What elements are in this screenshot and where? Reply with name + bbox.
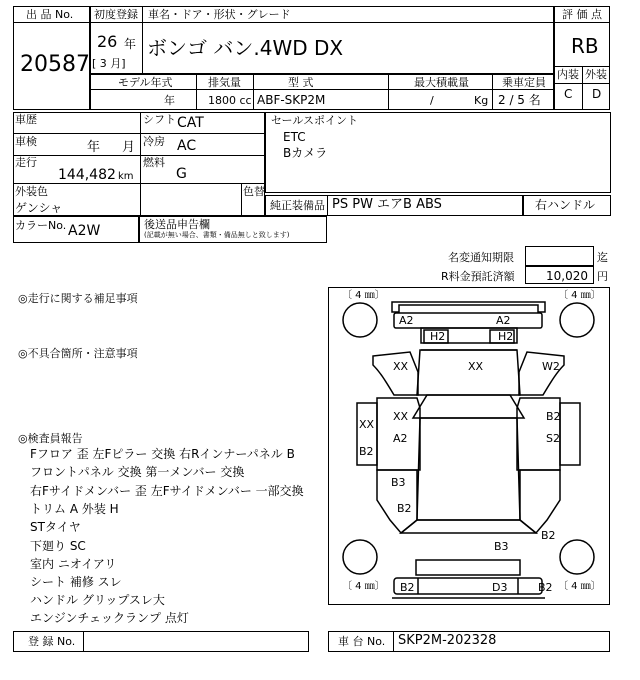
inspector-line-1: Fフロア 歪 左Fピラー 交換 右Rインナーパネル B [30, 447, 295, 461]
model-year-label: モデル年式 [118, 76, 173, 89]
rear-bumper [394, 578, 542, 594]
inspection-label: 車検 [15, 135, 37, 148]
defects-label: ◎不具合箇所・注意事項 [18, 347, 138, 360]
mark-rear-right-b2: B2 [541, 529, 556, 542]
tire-depth-rr: 〔 4 ㎜〕 [558, 581, 601, 592]
first-reg-label: 初度登録 [94, 8, 138, 21]
mark-bumper-b2-right: B2 [538, 581, 553, 594]
chassis-label: 車 台 No. [338, 635, 386, 648]
inspection-year-unit: 年 [87, 140, 101, 155]
inspector-line-8: シート 補修 スレ [30, 575, 122, 589]
inspector-label: ◎検査員報告 [18, 432, 83, 445]
inspector-line-10: エンジンチェックランプ 点灯 [30, 611, 189, 625]
genuine-label: 純正装備品 [270, 199, 325, 212]
exterior-grade: D [592, 87, 602, 101]
mark-door-left-a2: A2 [393, 432, 408, 445]
steering: 右ハンドル [535, 198, 596, 212]
shift-value: CAT [177, 115, 204, 131]
interior-label: 内装 [557, 68, 579, 81]
wheel-front-left [343, 303, 377, 337]
chassis-no: SKP2M-202328 [398, 633, 497, 648]
rear-window [401, 520, 536, 533]
year-unit: 年 [124, 37, 137, 51]
wheel-front-right [560, 303, 594, 337]
recycle-label: R料金預託済額 [441, 270, 515, 283]
mark-bumper-b2-left: B2 [400, 581, 415, 594]
max-load-unit: Kg [474, 94, 489, 107]
history-label: 車歴 [15, 113, 37, 126]
mark-side-left-xx: XX [359, 418, 375, 431]
fuel-label: 燃料 [143, 156, 165, 169]
displacement: 1800 cc [208, 94, 252, 107]
sales-points-label: セールスポイント [271, 114, 359, 127]
score-value: RB [571, 34, 599, 58]
shift-label: シフト [143, 113, 176, 126]
documents-label: 後送品申告欄 [144, 218, 210, 231]
max-load-label: 最大積載量 [414, 76, 469, 89]
inspection-month-unit: 月 [122, 140, 136, 155]
inspector-line-3: 右Fサイドメンバー 歪 左Fサイドメンバー 一部交換 [30, 484, 304, 498]
recycle-amount: 10,020 [546, 269, 588, 283]
mark-rear-left-b2: B2 [397, 502, 412, 515]
left-fender [373, 352, 418, 395]
inspector-line-6: 下廻り SC [30, 539, 86, 553]
mark-side-left-b3: B3 [391, 476, 406, 489]
model-year-unit: 年 [164, 94, 175, 107]
sales-point-1: ETC [283, 130, 306, 144]
inspector-line-5: STタイヤ [30, 520, 81, 534]
color-change-label: 色替 [243, 185, 265, 198]
fuel-value: G [176, 166, 187, 182]
inspector-line-7: 室内 ニオイアリ [30, 557, 117, 571]
inspector-line-2: フロントパネル 交換 第一メンバー 交換 [30, 465, 245, 479]
mark-front-a2-left: A2 [399, 314, 414, 327]
reg-year: 26 [97, 32, 118, 51]
capacity-label: 乗車定員 [502, 76, 546, 89]
mark-fender-left: XX [393, 360, 409, 373]
reg-month: [ 3 月] [92, 57, 126, 70]
right-fender [519, 352, 564, 395]
tire-depth-fr: 〔 4 ㎜〕 [558, 290, 601, 301]
lot-label: 出 品 No. [26, 8, 74, 21]
exterior-color: ゲンシャ [15, 201, 63, 215]
inspector-line-9: ハンドル グリップスレ大 [30, 593, 165, 607]
tire-depth-fl: 〔 4 ㎜〕 [342, 290, 385, 301]
color-no-label: カラーNo. [15, 219, 67, 232]
mark-roof-b3: B3 [494, 540, 509, 553]
color-no: A2W [68, 223, 101, 239]
mark-side-left-b2: B2 [359, 445, 374, 458]
interior-grade: C [564, 87, 573, 101]
wheel-rear-left [343, 540, 377, 574]
tire-depth-rl: 〔 4 ㎜〕 [342, 581, 385, 592]
name-change-unit: 迄 [597, 251, 608, 264]
windshield [413, 395, 524, 418]
car-name-label: 車名・ドア・形状・グレード [148, 8, 291, 21]
mileage-value: 144,482 [58, 167, 116, 183]
rear-gate [416, 560, 520, 575]
front-bumper [392, 302, 545, 312]
car-name: ボンゴ バン.4WD DX [147, 36, 344, 60]
right-rear-quarter [520, 470, 560, 533]
recycle-unit: 円 [597, 270, 608, 283]
mark-bumper-d3: D3 [492, 581, 508, 594]
model-label: 型 式 [288, 76, 314, 89]
mark-door-right-s2: S2 [546, 432, 560, 445]
mark-fender-right: W2 [542, 360, 560, 373]
mark-door-left-xx: XX [393, 410, 409, 423]
mileage-label: 走行 [15, 156, 37, 169]
wheel-rear-right [560, 540, 594, 574]
front-panel [394, 313, 542, 328]
model: ABF-SKP2M [257, 93, 326, 107]
roof [417, 418, 520, 520]
sales-point-2: Bカメラ [283, 146, 328, 160]
driving-notes-label: ◎走行に関する補足事項 [18, 292, 138, 305]
ac-value: AC [177, 138, 197, 154]
exterior-label: 外装 [585, 68, 607, 81]
mark-h2-right: H2 [498, 330, 514, 343]
genuine-items: PS PW エアB ABS [332, 197, 442, 212]
ac-label: 冷房 [143, 135, 165, 148]
mark-door-right-b2: B2 [546, 410, 561, 423]
mileage-unit: km [118, 171, 134, 182]
max-load-sep: / [430, 94, 434, 107]
capacity: 2 / 5 名 [498, 93, 541, 107]
exterior-color-label: 外装色 [15, 185, 48, 198]
reg-no-label: 登 録 No. [28, 635, 76, 648]
inspector-line-4: トリム A 外装 H [30, 502, 119, 516]
name-change-label: 名変通知期限 [448, 251, 514, 264]
mark-front-a2-right: A2 [496, 314, 511, 327]
lot-number: 20587 [20, 52, 90, 77]
right-side-panel [560, 403, 580, 465]
documents-note: (記載が無い場合、書類・備品無しと致します) [144, 231, 290, 239]
displacement-label: 排気量 [208, 76, 241, 89]
mark-hood: XX [468, 360, 484, 373]
mark-h2-left: H2 [430, 330, 446, 343]
score-label: 評 価 点 [562, 8, 602, 21]
